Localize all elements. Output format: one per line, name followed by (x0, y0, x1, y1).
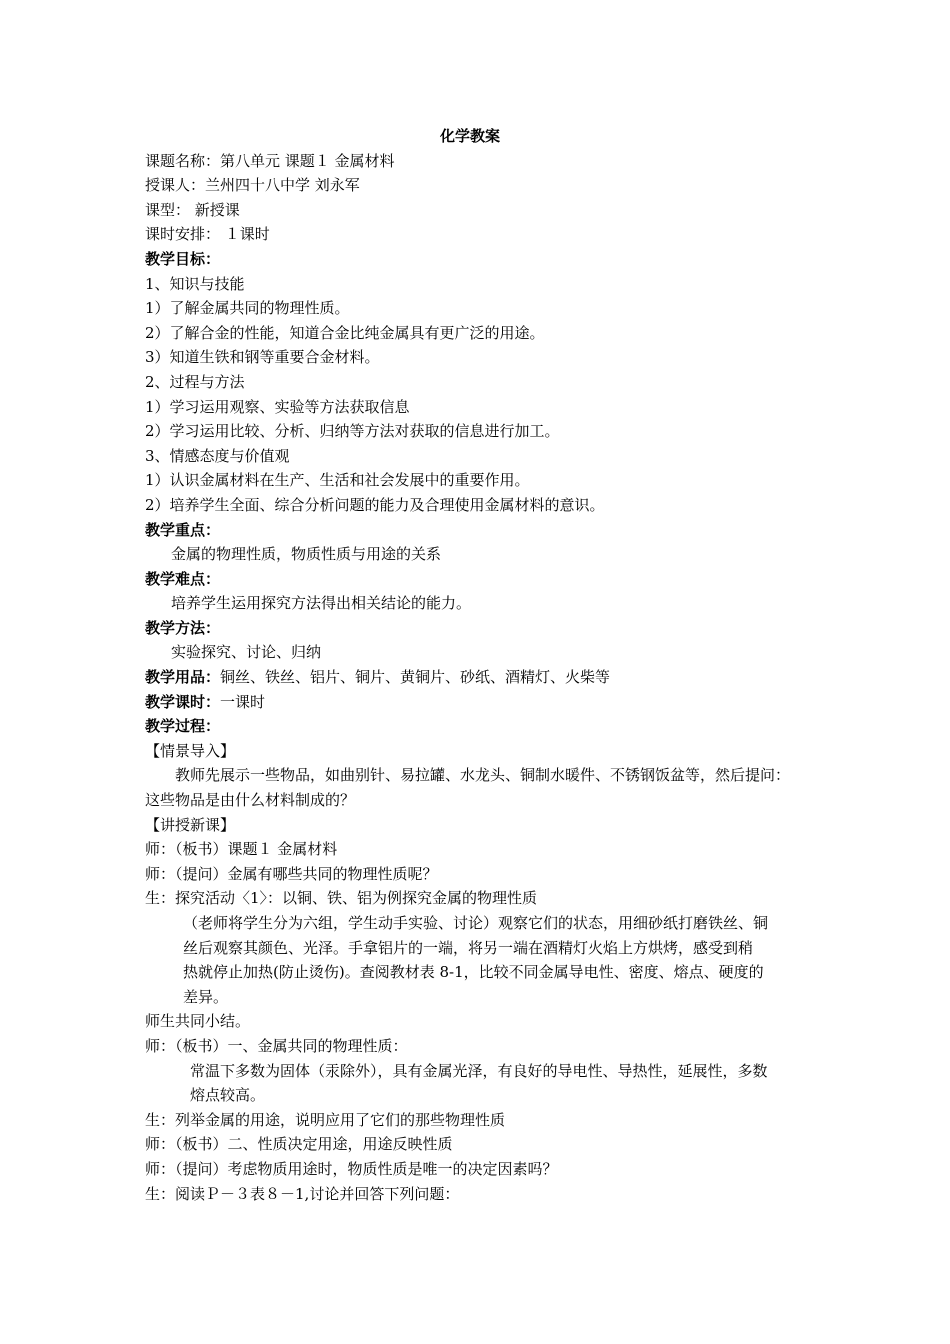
intro-text-line2: 这些物品是由什么材料制成的？ (145, 791, 356, 810)
teacher-line: 授课人：兰州四十八中学 刘永军 (145, 176, 360, 195)
method-heading: 教学方法： (145, 618, 221, 637)
materials-line (145, 665, 825, 690)
difficulty-text: 培养学生运用探究方法得出相关结论的能力。 (171, 594, 472, 613)
goal-item: 2）培养学生全面、综合分析问题的能力及合理使用金属材料的意识。 (145, 495, 605, 514)
goals-heading: 教学目标： (145, 249, 221, 268)
periods-label: 教学课时： (145, 692, 221, 711)
activity-line: 热就停止加热(防止烫伤)。查阅教材表 8-1，比较不同金属导电性、密度、熔点、硬度的 (183, 963, 764, 982)
course-name: 课题名称：第八单元 课题１ 金属材料 (145, 151, 395, 170)
activity-line: （老师将学生分为六组，学生动手实验、讨论）观察它们的状态，用细砂纸打磨铁丝、铜 (183, 914, 769, 932)
dialogue-line: 生：探究活动〈1〉：以铜、铁、铝为例探究金属的物理性质 (145, 889, 538, 908)
periods-line (145, 690, 825, 715)
goal-item: 1）了解金属共同的物理性质。 (145, 299, 350, 318)
summary-line: 师生共同小结。 (145, 1012, 251, 1031)
materials-label: 教学用品： (145, 668, 221, 687)
lesson-type: 课型： 新授课 (145, 200, 240, 219)
dialogue-line: 师：（提问）考虑物质用途时，物质性质是唯一的决定因素吗？ (145, 1159, 558, 1178)
new-lesson-heading: 【讲授新课】 (145, 815, 236, 834)
intro-heading: 【情景导入】 (145, 741, 236, 760)
goal-item: 1）认识金属材料在生产、生活和社会发展中的重要作用。 (145, 471, 530, 490)
doc-title: 化学教案 (439, 127, 500, 145)
goal-item: 1、知识与技能 (145, 274, 245, 293)
intro-text-line1: 教师先展示一些物品，如曲别针、易拉罐、水龙头、铜制水暖件、不锈钢饭盆等，然后提问： (175, 766, 791, 785)
goal-item: 1）学习运用观察、实验等方法获取信息 (145, 397, 410, 416)
dialogue-line: 师：（板书）课题１ 金属材料 (145, 840, 338, 859)
dialogue-line: 生：列举金属的用途，说明应用了它们的那些物理性质 (145, 1110, 506, 1129)
properties-line: 熔点较高。 (190, 1086, 266, 1105)
process-heading: 教学过程： (145, 717, 221, 736)
goal-item: 3、情感态度与价值观 (145, 446, 290, 465)
goal-item: 2）学习运用比较、分析、归纳等方法对获取的信息进行加工。 (145, 422, 560, 441)
dialogue-line: 生：阅读Ｐ－３表８－1,讨论并回答下列问题： (145, 1184, 460, 1203)
periods-text: 一课时 (220, 692, 266, 711)
materials-text: 铜丝、铁丝、铝片、铜片、黄铜片、砂纸、酒精灯、火柴等 (220, 668, 611, 687)
activity-line: 丝后观察其颜色、光泽。手拿铝片的一端，将另一端在酒精灯火焰上方烘烤，感受到稍 (183, 938, 754, 957)
goal-item: 2、过程与方法 (145, 372, 245, 391)
key-point-text: 金属的物理性质，物质性质与用途的关系 (171, 545, 442, 564)
schedule-line: 课时安排： １课时 (145, 225, 270, 244)
dialogue-line: 师：（提问）金属有哪些共同的物理性质呢？ (145, 864, 438, 883)
document-page (145, 124, 825, 1206)
dialogue-line: 师：（板书）一、金属共同的物理性质： (145, 1036, 408, 1055)
key-point-heading: 教学重点： (145, 520, 221, 539)
properties-line: 常温下多数为固体（汞除外），具有金属光泽，有良好的导电性、导热性，延展性，多数 (190, 1061, 768, 1080)
method-text: 实验探究、讨论、归纳 (171, 643, 322, 662)
dialogue-line: 师：（板书）二、性质决定用途，用途反映性质 (145, 1135, 453, 1154)
goal-item: 3）知道生铁和钢等重要合金材料。 (145, 348, 380, 367)
goal-item: 2）了解合金的性能，知道合金比纯金属具有更广泛的用途。 (145, 323, 545, 342)
activity-line: 差异。 (183, 987, 229, 1006)
difficulty-heading: 教学难点： (145, 569, 221, 588)
